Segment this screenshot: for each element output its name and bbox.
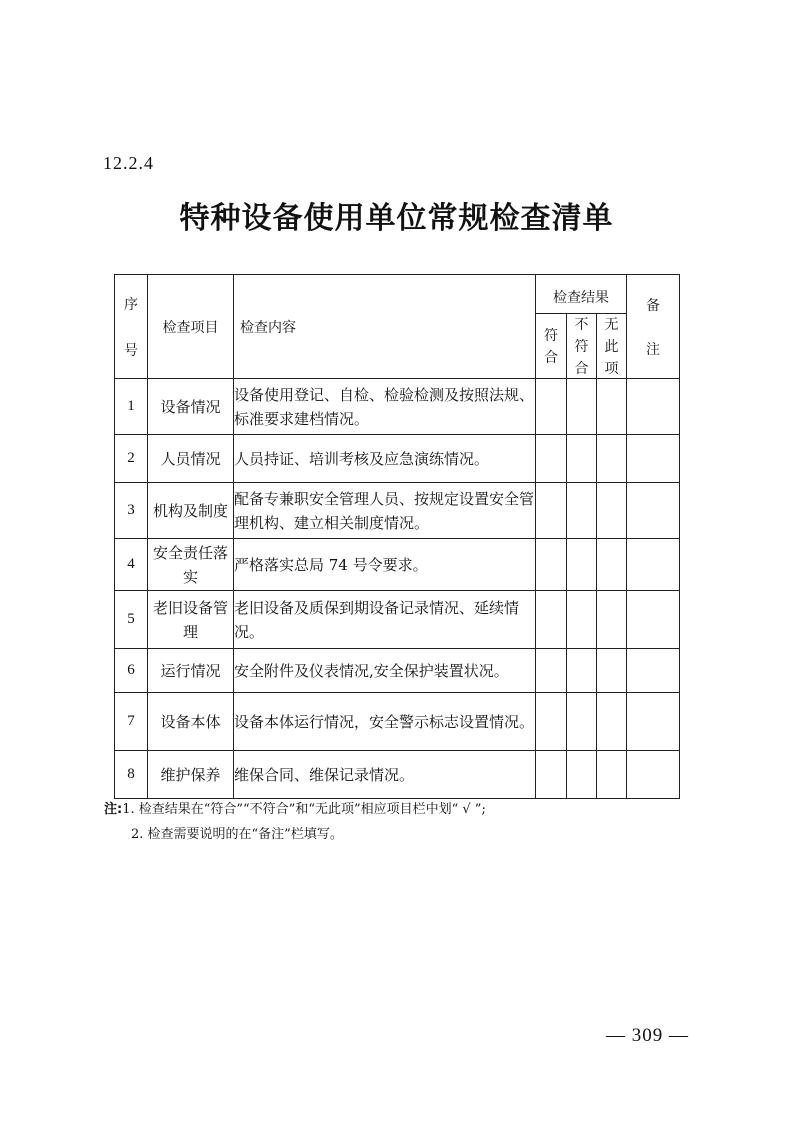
row-content: 设备本体运行情况，安全警示标志设置情况。 — [234, 693, 536, 751]
checklist-table — [114, 274, 680, 799]
header-seq — [115, 275, 148, 379]
nonconform-cell[interactable] — [567, 379, 597, 435]
row-number: 7 — [115, 693, 148, 751]
row-content: 设备使用登记、自检、检验检测及按照法规、标准要求建档情况。 — [234, 379, 536, 435]
note-text-1: 1. 检查结果在“符合”“不符合”和“无此项”相应项目栏中划“ √ ”; — [122, 802, 486, 817]
remark-cell[interactable] — [627, 649, 680, 693]
header-na-char: 此 — [604, 339, 619, 355]
header-nonconform-char: 合 — [574, 361, 589, 377]
nonconform-cell[interactable] — [567, 591, 597, 649]
nonconform-cell[interactable] — [567, 435, 597, 483]
row-number: 5 — [115, 591, 148, 649]
row-number: 1 — [115, 379, 148, 435]
header-remark-char: 备 — [646, 297, 660, 314]
nonconform-cell[interactable] — [567, 649, 597, 693]
conform-cell[interactable] — [536, 539, 567, 591]
page-title: 特种设备使用单位常规检查清单 — [179, 201, 614, 236]
table-row — [115, 751, 680, 799]
remark-cell[interactable] — [627, 693, 680, 751]
row-item: 机构及制度 — [148, 483, 234, 539]
nonconform-cell[interactable] — [567, 693, 597, 751]
row-content: 人员持证、培训考核及应急演练情况。 — [234, 435, 536, 483]
not-applicable-cell[interactable] — [597, 751, 627, 799]
nonconform-cell[interactable] — [567, 483, 597, 539]
nonconform-cell[interactable] — [567, 539, 597, 591]
row-number: 4 — [115, 539, 148, 591]
row-content: 维保合同、维保记录情况。 — [234, 751, 536, 799]
header-seq-char: 号 — [124, 342, 138, 359]
row-number: 6 — [115, 649, 148, 693]
conform-cell[interactable] — [536, 649, 567, 693]
row-number: 3 — [115, 483, 148, 539]
header-item: 检查项目 — [148, 275, 234, 379]
nonconform-cell[interactable] — [567, 751, 597, 799]
header-seq-char: 序 — [124, 296, 138, 313]
not-applicable-cell[interactable] — [597, 379, 627, 435]
row-content: 安全附件及仪表情况,安全保护装置状况。 — [234, 649, 536, 693]
not-applicable-cell[interactable] — [597, 649, 627, 693]
header-result: 检查结果 — [536, 275, 627, 314]
header-na-char: 无 — [604, 317, 619, 333]
note-line-1 — [104, 797, 486, 822]
row-content: 配备专兼职安全管理人员、按规定设置安全管理机构、建立相关制度情况。 — [234, 483, 536, 539]
row-number: 2 — [115, 435, 148, 483]
row-item: 设备本体 — [148, 693, 234, 751]
table-row — [115, 539, 680, 591]
conform-cell[interactable] — [536, 751, 567, 799]
header-content: 检查内容 — [234, 275, 536, 379]
not-applicable-cell[interactable] — [597, 591, 627, 649]
not-applicable-cell[interactable] — [597, 435, 627, 483]
row-content: 老旧设备及质保到期设备记录情况、延续情况。 — [234, 591, 536, 649]
header-not-applicable — [597, 314, 627, 379]
table-row — [115, 435, 680, 483]
row-item: 运行情况 — [148, 649, 234, 693]
remark-cell[interactable] — [627, 539, 680, 591]
header-conform-char: 符 — [544, 328, 558, 344]
table-notes — [104, 797, 486, 847]
row-number: 8 — [115, 751, 148, 799]
remark-cell[interactable] — [627, 591, 680, 649]
row-item: 设备情况 — [148, 379, 234, 435]
table-row — [115, 649, 680, 693]
header-remark-char: 注 — [646, 341, 660, 358]
row-item: 安全责任落实 — [148, 539, 234, 591]
header-na-char: 项 — [604, 361, 619, 377]
remark-cell[interactable] — [627, 751, 680, 799]
header-nonconform-char: 符 — [574, 339, 589, 355]
conform-cell[interactable] — [536, 379, 567, 435]
not-applicable-cell[interactable] — [597, 693, 627, 751]
conform-cell[interactable] — [536, 435, 567, 483]
table-row — [115, 379, 680, 435]
note-line-2: 2. 检查需要说明的在“备注”栏填写。 — [131, 827, 343, 842]
header-conform — [536, 314, 567, 379]
row-item: 老旧设备管理 — [148, 591, 234, 649]
not-applicable-cell[interactable] — [597, 539, 627, 591]
header-nonconform-char: 不 — [574, 317, 589, 333]
remark-cell[interactable] — [627, 435, 680, 483]
not-applicable-cell[interactable] — [597, 483, 627, 539]
note-lead: 注: — [104, 802, 123, 817]
conform-cell[interactable] — [536, 483, 567, 539]
remark-cell[interactable] — [627, 483, 680, 539]
section-number: 12.2.4 — [103, 153, 154, 173]
header-nonconform — [567, 314, 597, 379]
table-row — [115, 693, 680, 751]
row-item: 维护保养 — [148, 751, 234, 799]
remark-cell[interactable] — [627, 379, 680, 435]
header-conform-char: 合 — [544, 350, 558, 366]
header-remark — [627, 275, 680, 379]
page-number: — 309 — — [606, 1025, 689, 1046]
table-row — [115, 591, 680, 649]
conform-cell[interactable] — [536, 591, 567, 649]
conform-cell[interactable] — [536, 693, 567, 751]
row-content: 严格落实总局 74 号令要求。 — [234, 539, 536, 591]
table-row — [115, 483, 680, 539]
row-item: 人员情况 — [148, 435, 234, 483]
